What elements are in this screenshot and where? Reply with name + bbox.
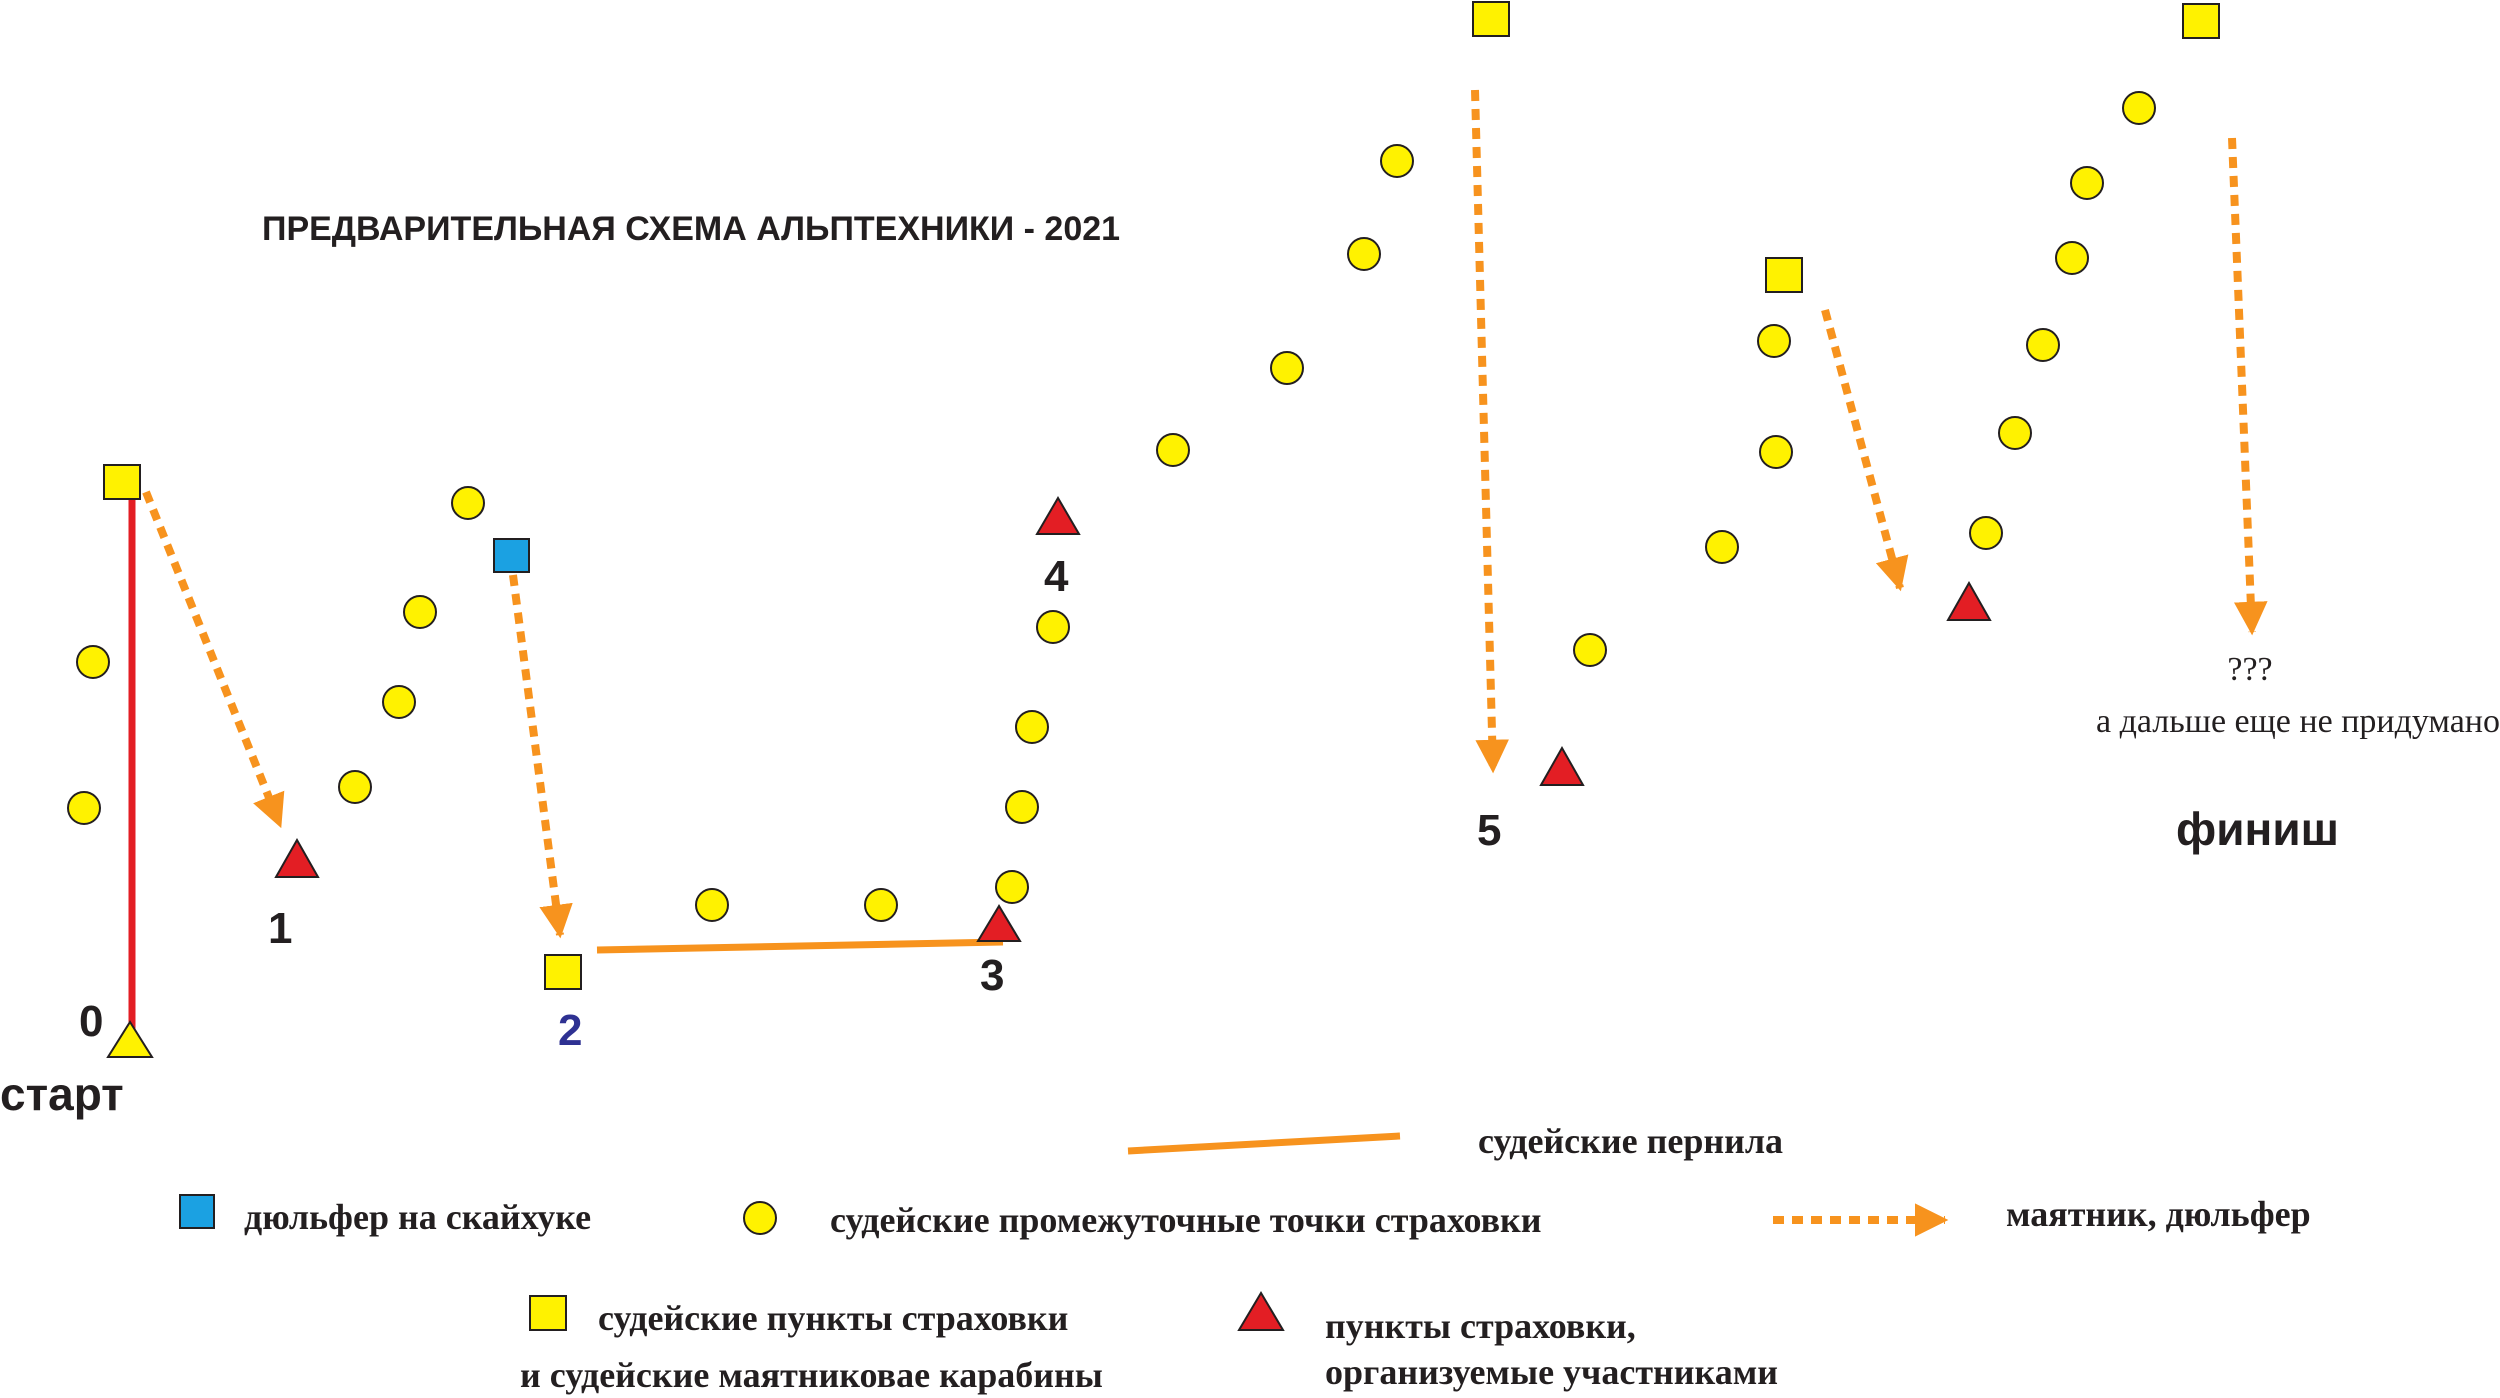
judge-station-square	[104, 465, 140, 499]
judge-belay-stations	[104, 2, 2219, 989]
belay-circle	[696, 889, 728, 921]
belay-circle	[1157, 434, 1189, 466]
judge-station-square	[1473, 2, 1509, 36]
station-label-0: 0	[79, 997, 104, 1046]
start-label: старт	[0, 1068, 124, 1120]
belay-circle	[2056, 242, 2088, 274]
belay-circle	[1706, 531, 1738, 563]
scheme-title: ПРЕДВАРИТЕЛЬНАЯ СХЕМА АЛЬПТЕХНИКИ - 2021	[262, 210, 1121, 248]
belay-circle	[1348, 238, 1380, 270]
belay-circle	[1999, 417, 2031, 449]
belay-circle	[1006, 791, 1038, 823]
note-question: ???	[2227, 651, 2273, 688]
belay-circle	[383, 686, 415, 718]
legend-railing-label: судейские пернила	[1478, 1121, 1784, 1161]
legend-judge-station-swatch	[530, 1296, 566, 1330]
belay-circle	[1970, 517, 2002, 549]
skyhook-rappel-square	[494, 539, 529, 572]
station-label-1: 1	[268, 904, 293, 953]
legend-participant-swatch	[1239, 1293, 1283, 1330]
legend-skyhook-label: дюльфер на скайхуке	[244, 1197, 592, 1237]
participant-triangle	[978, 906, 1020, 941]
judge-station-square	[1766, 258, 1802, 292]
participant-triangle	[1037, 498, 1079, 534]
belay-circle	[77, 646, 109, 678]
rappel-arrow-top-5	[1475, 90, 1493, 770]
participant-triangle	[1948, 583, 1990, 620]
legend	[180, 1121, 2311, 1395]
station-label-5: 5	[1477, 806, 1502, 855]
belay-circle	[68, 792, 100, 824]
belay-circle	[1760, 436, 1792, 468]
pendulum-arrow-mid-right	[1825, 310, 1900, 588]
belay-circle	[1574, 634, 1606, 666]
participant-triangle	[276, 840, 318, 877]
belay-circle	[404, 596, 436, 628]
pendulum-arrow-start-1	[146, 492, 280, 825]
participant-triangle	[1541, 748, 1583, 785]
station-label-3: 3	[980, 951, 1005, 1000]
judge-station-square	[545, 955, 581, 989]
legend-participant-label-2: организуемые участниками	[1325, 1352, 1778, 1392]
belay-circle	[339, 771, 371, 803]
station-label-2: 2	[558, 1006, 583, 1055]
belay-circle	[2123, 92, 2155, 124]
legend-intermediate-swatch	[744, 1202, 776, 1234]
judge-railing-2-3	[597, 942, 1003, 950]
belay-circle	[1037, 611, 1069, 643]
judge-station-square	[2183, 4, 2219, 38]
finish-label: финиш	[2176, 803, 2339, 855]
legend-skyhook-swatch	[180, 1195, 214, 1228]
belay-circle	[1381, 145, 1413, 177]
legend-participant-label-1: пункты страховки,	[1325, 1306, 1636, 1346]
participant-belay-points	[276, 498, 1990, 941]
note-unfinished: а дальше еще не придумано	[2096, 703, 2500, 740]
belay-circle	[996, 871, 1028, 903]
belay-circle	[1016, 711, 1048, 743]
legend-intermediate-label: судейские промежуточные точки страховки	[830, 1200, 1542, 1240]
belay-circle	[2027, 329, 2059, 361]
belay-circle	[1758, 325, 1790, 357]
station-label-4: 4	[1044, 552, 1069, 601]
belay-circle	[1271, 352, 1303, 384]
legend-judge-station-label-2: и судейские маятниковае карабины	[520, 1355, 1103, 1395]
rappel-arrow-skyhook-2	[513, 575, 560, 935]
belay-circle	[452, 487, 484, 519]
start-triangle	[108, 1022, 152, 1057]
belay-circle	[2071, 167, 2103, 199]
rappel-arrow-top-right	[2232, 138, 2252, 632]
legend-judge-station-label-1: судейские пункты страховки	[598, 1298, 1069, 1338]
legend-pendulum-label: маятник, дюльфер	[2006, 1194, 2311, 1234]
legend-railing-swatch	[1128, 1136, 1400, 1151]
belay-circle	[865, 889, 897, 921]
